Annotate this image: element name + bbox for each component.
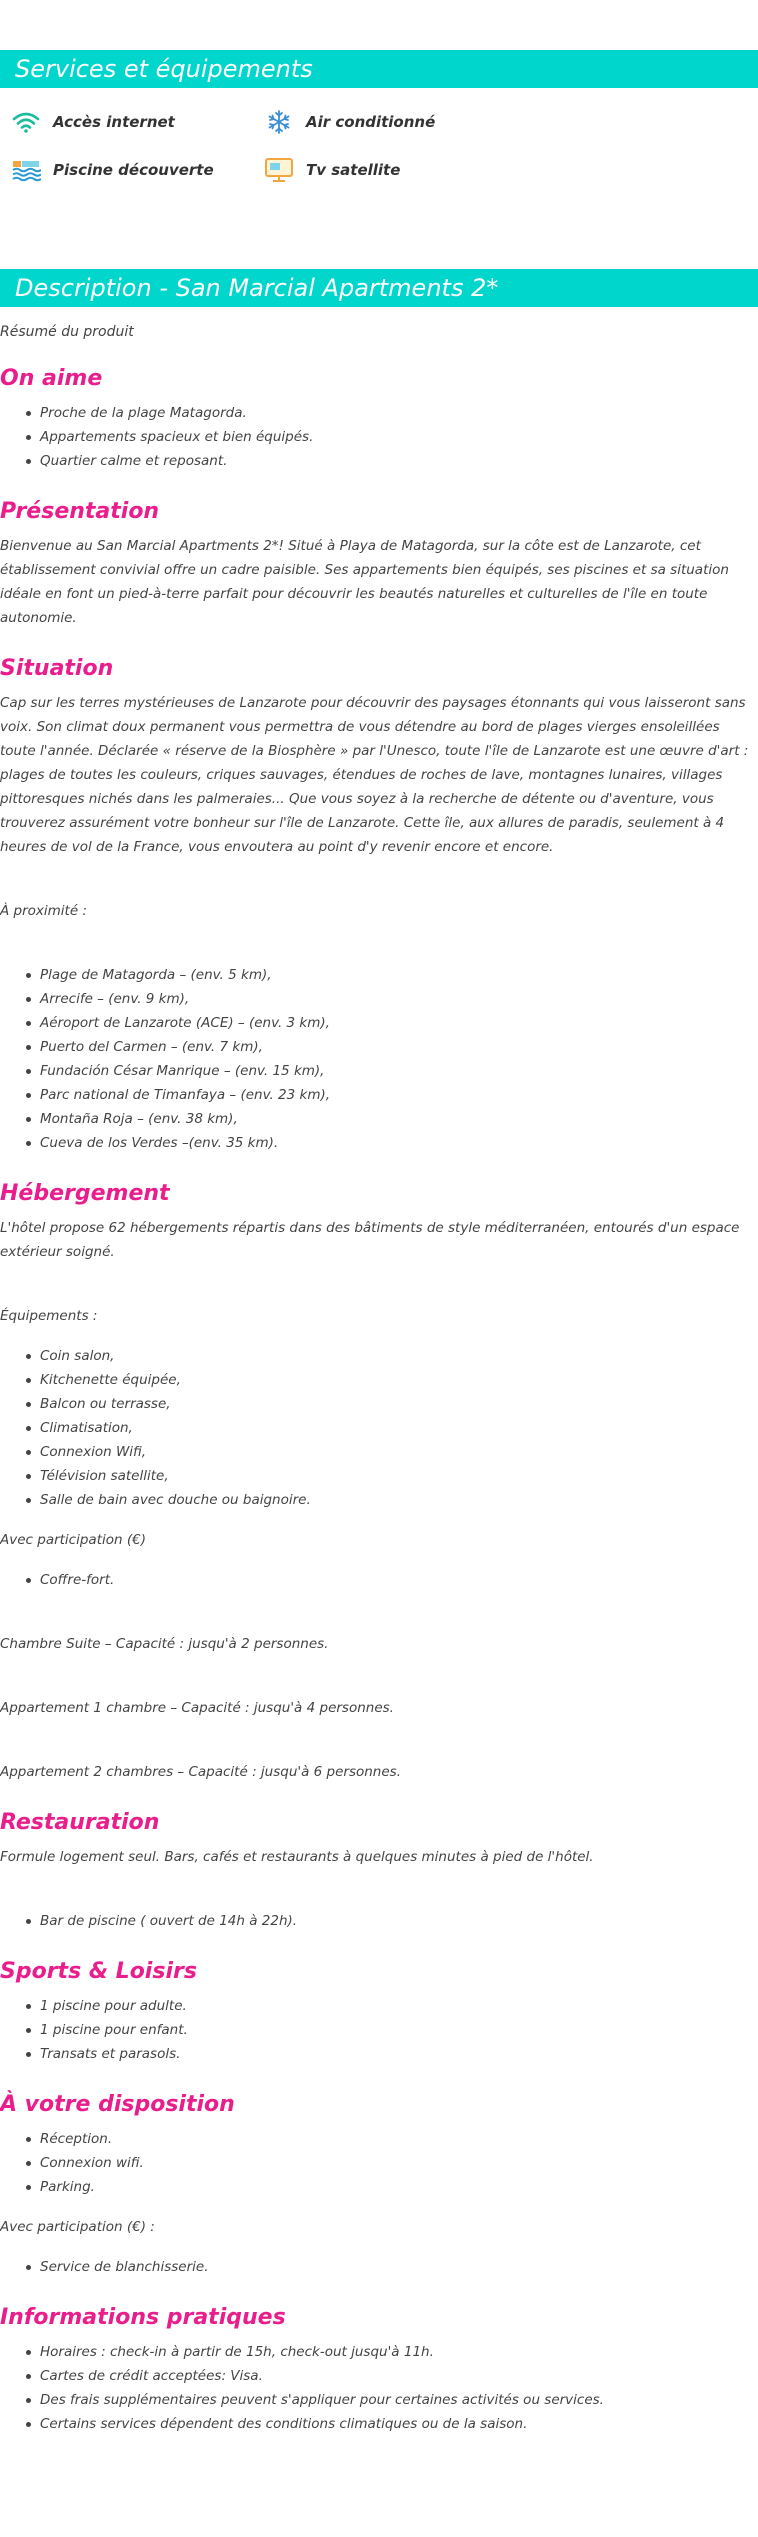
disposition-list <box>0 2127 758 2199</box>
section-title-presentation: Présentation <box>0 499 160 524</box>
service-label: Accès internet <box>53 113 175 131</box>
service-item-pool <box>10 146 263 194</box>
list-item: Puerto del Carmen – (env. 7 km), <box>0 1035 758 1059</box>
list-item: 1 piscine pour adulte. <box>0 1994 758 2018</box>
section-title-disposition: À votre disposition <box>0 2092 235 2117</box>
list-item: Plage de Matagorda – (env. 5 km), <box>0 963 758 987</box>
list-item: Balcon ou terrasse, <box>0 1392 758 1416</box>
paid-list <box>0 1568 758 1592</box>
list-item: Kitchenette équipée, <box>0 1368 758 1392</box>
section-title-on-aime: On aime <box>0 366 103 391</box>
list-item: Appartements spacieux et bien équipés. <box>0 425 758 449</box>
room-type: Chambre Suite – Capacité : jusqu'à 2 personnes. <box>0 1636 329 1652</box>
list-item: Réception. <box>0 2127 758 2151</box>
list-item: Climatisation, <box>0 1416 758 1440</box>
list-item: Fundación César Manrique – (env. 15 km), <box>0 1059 758 1083</box>
list-item: Cueva de los Verdes –(env. 35 km). <box>0 1131 758 1155</box>
equipements-label: Équipements : <box>0 1308 98 1324</box>
list-item: Cartes de crédit acceptées: Visa. <box>0 2364 758 2388</box>
disposition-paid-list <box>0 2255 758 2279</box>
section-title-sports: Sports & Loisirs <box>0 1959 197 1984</box>
section-title-hebergement: Hébergement <box>0 1181 170 1206</box>
service-label: Tv satellite <box>306 161 401 179</box>
services-header: Services et équipements <box>0 50 758 88</box>
room-type: Appartement 2 chambres – Capacité : jusqu'à 6 personnes. <box>0 1764 401 1780</box>
list-item: Transats et parasols. <box>0 2042 758 2066</box>
list-item: Aéroport de Lanzarote (ACE) – (env. 3 km), <box>0 1011 758 1035</box>
list-item: Service de blanchisserie. <box>0 2255 758 2279</box>
list-item: Télévision satellite, <box>0 1464 758 1488</box>
description-header: Description - San Marcial Apartments 2* <box>0 269 758 307</box>
section-title-situation: Situation <box>0 656 114 681</box>
infos-list <box>0 2340 758 2436</box>
service-label: Air conditionné <box>306 113 436 131</box>
service-item-internet <box>10 98 263 146</box>
list-item: 1 piscine pour enfant. <box>0 2018 758 2042</box>
hebergement-text: L'hôtel propose 62 hébergements répartis dans des bâtiments de style méditerranéen, entourés d'un espace extérieur soigné. <box>0 1220 740 1260</box>
list-item: Arrecife – (env. 9 km), <box>0 987 758 1011</box>
on-aime-list <box>0 401 758 473</box>
pool-icon <box>10 156 42 184</box>
list-item: Des frais supplémentaires peuvent s'appliquer pour certaines activités ou services. <box>0 2388 758 2412</box>
restauration-list <box>0 1909 758 1933</box>
section-title-infos: Informations pratiques <box>0 2305 286 2330</box>
service-item-tv <box>263 146 516 194</box>
equipements-list <box>0 1344 758 1512</box>
service-item-aircon <box>263 98 516 146</box>
list-item: Bar de piscine ( ouvert de 14h à 22h). <box>0 1909 758 1933</box>
list-item: Coffre-fort. <box>0 1568 758 1592</box>
list-item: Quartier calme et reposant. <box>0 449 758 473</box>
proximity-list <box>0 963 758 1155</box>
paid-label: Avec participation (€) : <box>0 2219 155 2235</box>
list-item: Parc national de Timanfaya – (env. 23 km), <box>0 1083 758 1107</box>
list-item: Coin salon, <box>0 1344 758 1368</box>
sports-list <box>0 1994 758 2066</box>
services-list <box>0 98 758 194</box>
proximity-label: À proximité : <box>0 903 87 919</box>
presentation-text: Bienvenue au San Marcial Apartments 2*! Situé à Playa de Matagorda, sur la côte est de Lanzarote, cet établissement convivial offre un cadre paisible. Ses appartements bien équipés, ses piscines et sa situation idéale en font un pied-à-terre parfait pour découvrir les beautés naturelles et culturelles de l'île en toute autonomie. <box>0 538 729 626</box>
list-item: Salle de bain avec douche ou baignoire. <box>0 1488 758 1512</box>
list-item: Horaires : check-in à partir de 15h, check-out jusqu'à 11h. <box>0 2340 758 2364</box>
room-type: Appartement 1 chambre – Capacité : jusqu'à 4 personnes. <box>0 1700 394 1716</box>
product-summary: Résumé du produit <box>0 324 134 340</box>
list-item: Proche de la plage Matagorda. <box>0 401 758 425</box>
paid-label: Avec participation (€) <box>0 1532 146 1548</box>
list-item: Connexion wifi. <box>0 2151 758 2175</box>
restauration-text: Formule logement seul. Bars, cafés et restaurants à quelques minutes à pied de l'hôtel. <box>0 1849 594 1865</box>
list-item: Montaña Roja – (env. 38 km), <box>0 1107 758 1131</box>
list-item: Connexion Wifi, <box>0 1440 758 1464</box>
service-label: Piscine découverte <box>53 161 214 179</box>
section-title-restauration: Restauration <box>0 1810 160 1835</box>
list-item: Parking. <box>0 2175 758 2199</box>
wifi-icon <box>10 108 42 136</box>
tv-icon <box>263 156 295 184</box>
situation-text: Cap sur les terres mystérieuses de Lanzarote pour découvrir des paysages étonnants qui vous laisseront sans voix. Son climat doux permanent vous permettra de vous détendre au bord de plages vierges ensoleillées toute l'année. Déclarée « réserve de la Biosphère » par l'Unesco, toute l'île de Lanzarote est une œuvre d'art : plages de toutes les couleurs, criques sauvages, étendues de roches de lave, montagnes lunaires, villages pittoresques nichés dans les palmeraies... Que vous soyez à la recherche de détente ou d'aventure, vous trouverez assurément votre bonheur sur l'île de Lanzarote. Cette île, aux allures de paradis, seulement à 4 heures de vol de la France, vous envoutera au point d'y revenir encore et encore. <box>0 695 749 855</box>
snowflake-icon <box>263 108 295 136</box>
list-item: Certains services dépendent des conditions climatiques ou de la saison. <box>0 2412 758 2436</box>
